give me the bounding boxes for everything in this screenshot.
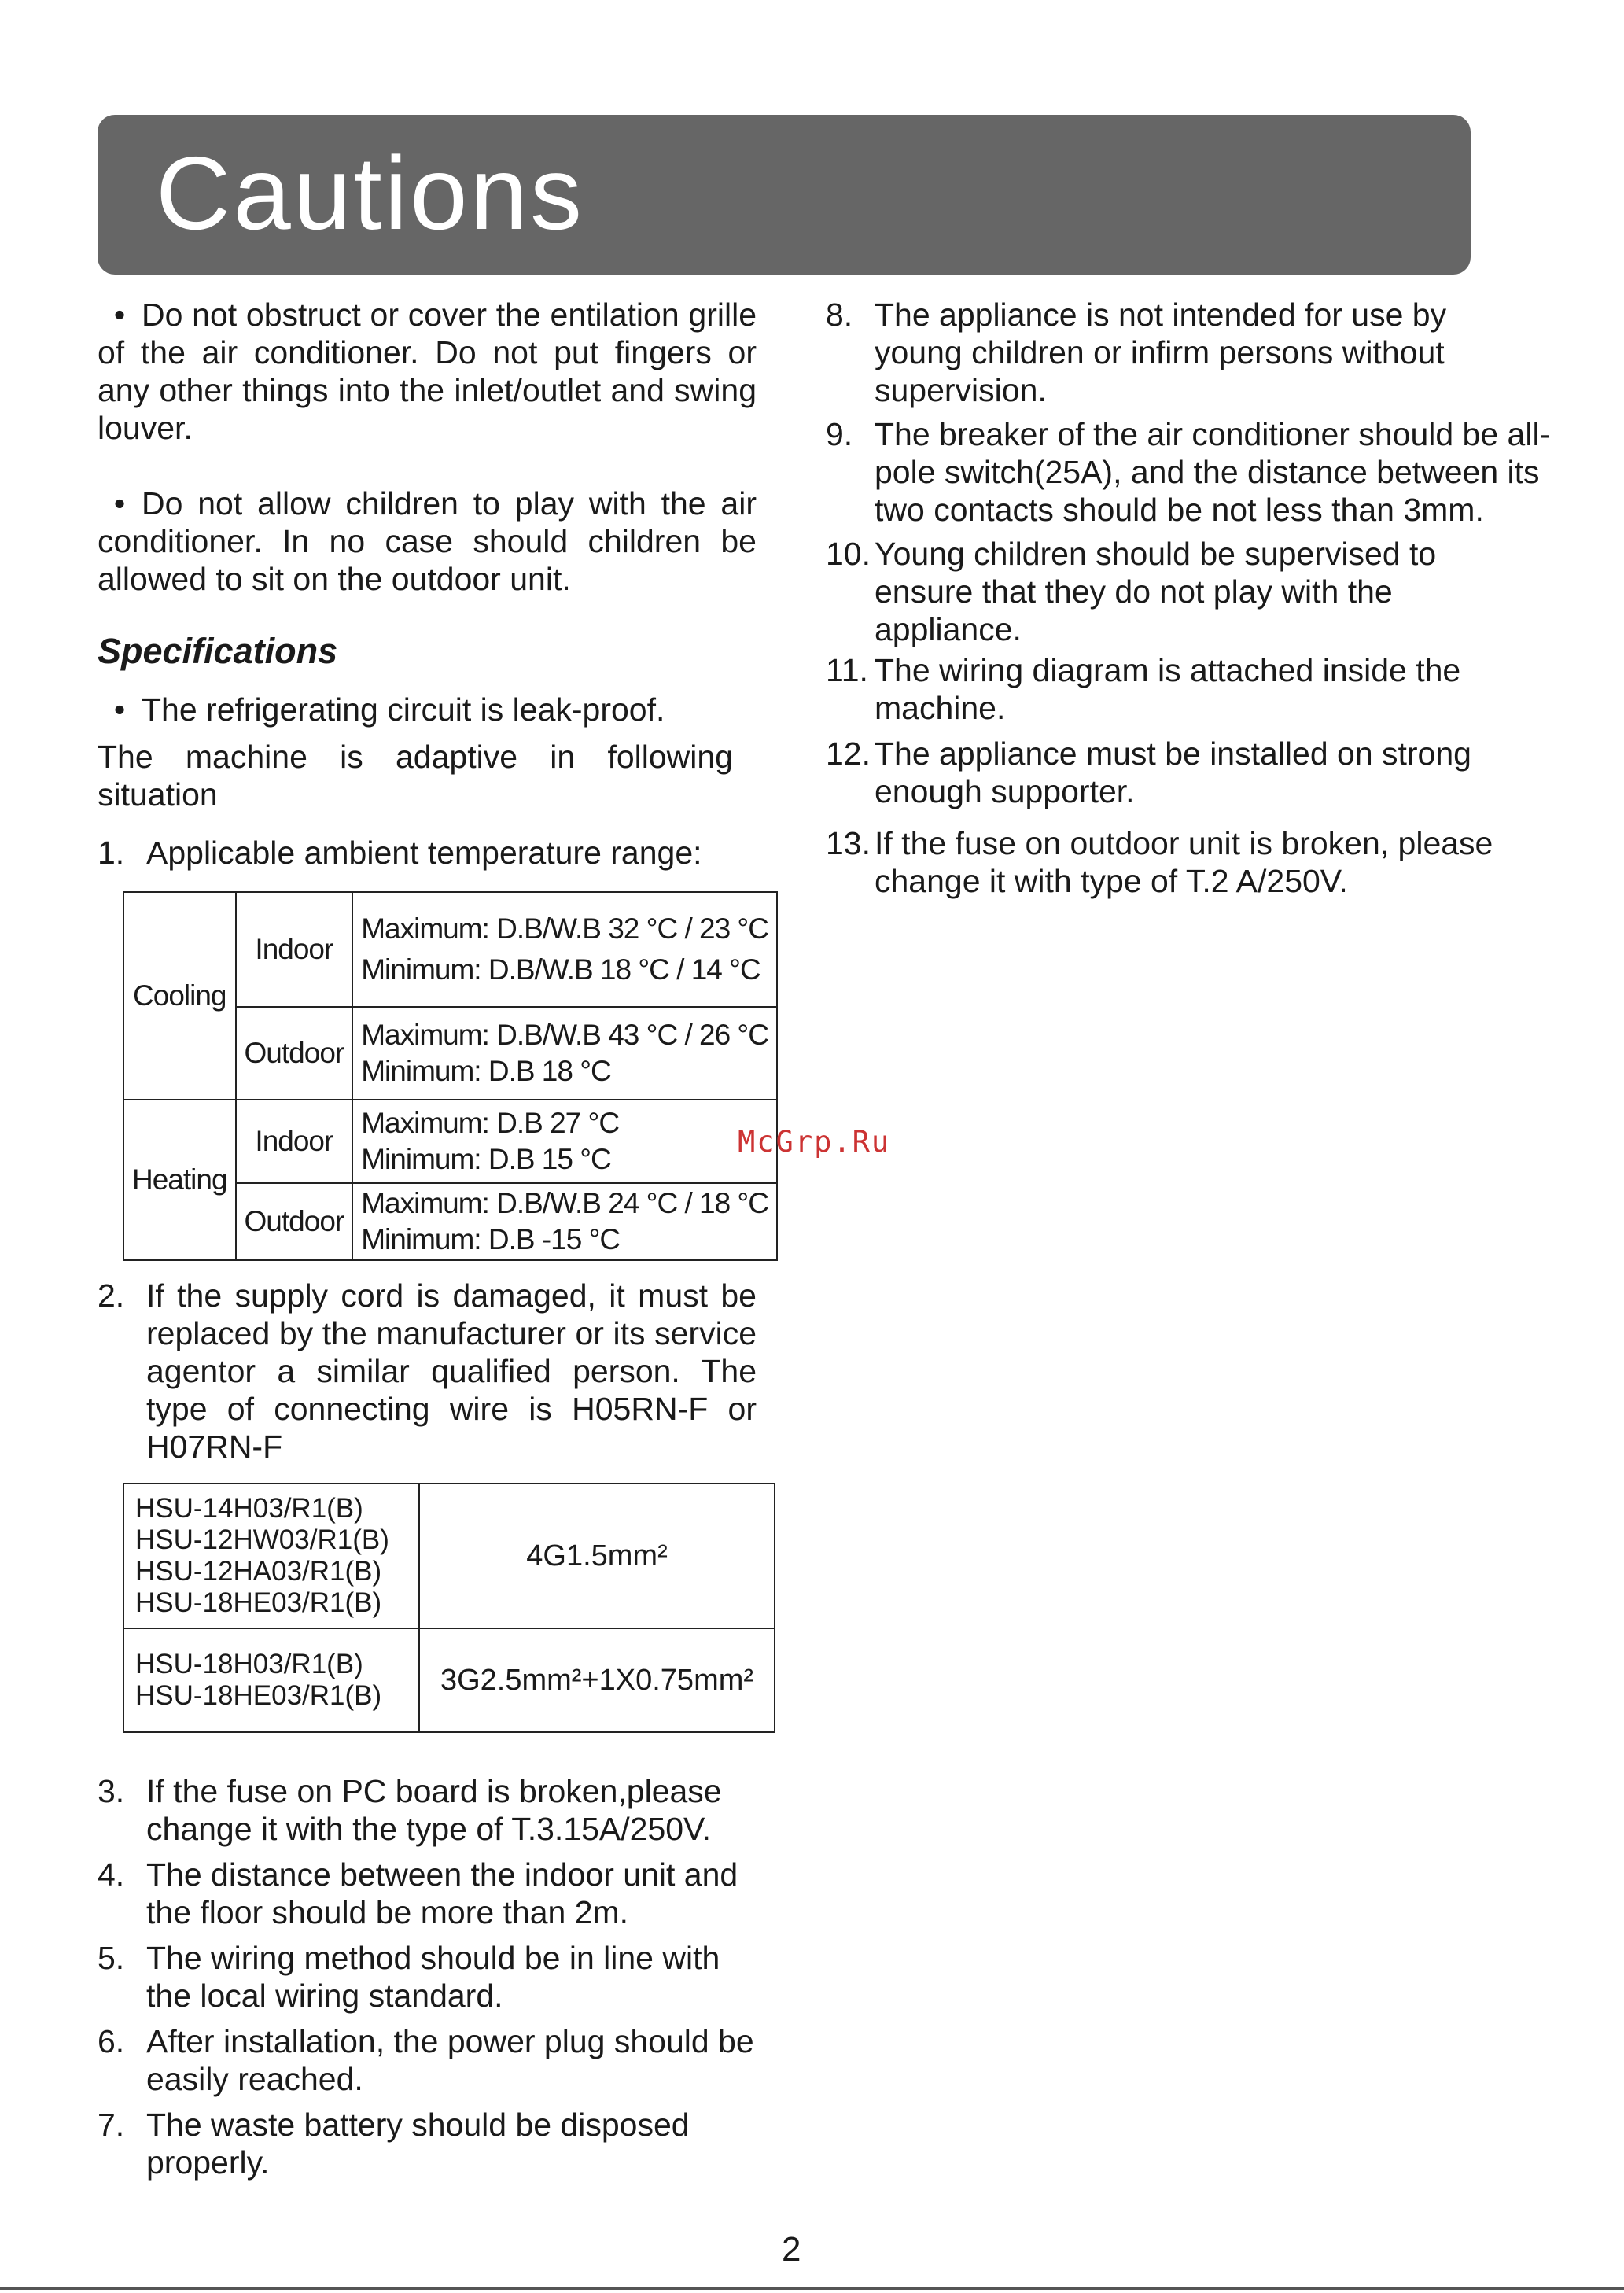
spec-intro: The machine is adaptive in following situation [98,739,733,813]
item-text: If the fuse on outdoor unit is broken, please change it with type of T.2 A/250V. [875,825,1493,899]
item-text: The wiring method should be in line with the local wiring standard. [146,1940,720,2014]
caution-item [826,415,1551,529]
item-number: 6. [98,2023,125,2059]
caution-item [98,1856,760,1931]
title-banner [98,115,1471,275]
max-condition: Maximum: D.B/W.B 32 °C / 23 °C [361,912,768,946]
item-number: 2. [98,1277,125,1314]
item-text: The appliance must be installed on strong enough supporter. [875,735,1471,809]
item-text: Young children should be supervised to ensure that they do not play with the appliance. [875,536,1437,647]
caution-item [826,535,1527,648]
item-text: The waste battery should be disposed properly. [146,2107,690,2181]
caution-item [826,735,1504,810]
wire-spec: 4G1.5mm² [419,1484,775,1628]
heating-label: Heating [123,1100,236,1260]
row-conditions [352,892,777,1007]
right-column [826,296,1551,900]
max-condition: Maximum: D.B 27 °C [361,1107,620,1139]
caution-item [98,2022,768,2098]
item-number: 9. [826,416,853,452]
item-number: 1. [98,835,125,871]
page-title: Cautions [156,135,584,251]
row-location: Indoor [236,1100,353,1183]
wire-table [123,1483,775,1733]
bottom-divider [0,2287,1624,2290]
item-text: Applicable ambient temperature range: [146,835,702,871]
cooling-label: Cooling [123,892,236,1100]
item-text: After installation, the power plug should be easily reached. [146,2023,754,2097]
item-text: The distance between the indoor unit and the floor should be more than 2m. [146,1856,738,1930]
item-text: If the supply cord is damaged, it must be replaced by the manufacturer or its service agentor a similar qualified person. The type of connecting wire is H05RN-F or H07RN-F [146,1277,757,1465]
item-text: The breaker of the air conditioner should be all-pole switch(25A), and the distance between its two contacts should be not less than 3mm. [875,416,1551,528]
wire-spec: 3G2.5mm²+1X0.75mm² [419,1628,775,1732]
spec-item-1 [98,834,757,872]
watermark: McGrp.Ru [738,1125,891,1159]
caution-item [826,296,1535,409]
item-number: 12. [826,735,871,772]
min-condition: Minimum: D.B/W.B 18 °C / 14 °C [361,953,760,986]
left-column [98,296,768,2189]
min-condition: Minimum: D.B 18 °C [361,1055,611,1088]
caution-item [826,651,1519,727]
max-condition: Maximum: D.B/W.B 24 °C / 18 °C [361,1187,768,1219]
row-location: Outdoor [236,1183,353,1260]
caution-item [98,1772,775,1848]
row-conditions [352,1183,777,1260]
model-name: HSU-12HW03/R1(B) [135,1524,389,1555]
model-name: HSU-12HA03/R1(B) [135,1556,382,1587]
caution-bullet-ventilation: • Do not obstruct or cover the entilation grille of the air conditioner. Do not put fingers or any other things into the inlet/outlet and swing louver. [98,296,757,447]
caution-item [98,1939,768,2015]
model-name: HSU-14H03/R1(B) [135,1493,363,1524]
model-name: HSU-18H03/R1(B) [135,1649,363,1679]
item-text: The wiring diagram is attached inside the machine. [875,652,1461,726]
item-number: 8. [826,297,853,333]
max-condition: Maximum: D.B/W.B 43 °C / 26 °C [361,1019,768,1052]
caution-item [98,2106,768,2181]
min-condition: Minimum: D.B -15 °C [361,1223,621,1255]
model-cell [123,1484,419,1628]
table-row [123,892,777,1007]
row-location: Outdoor [236,1007,353,1100]
item-number: 10. [826,536,871,572]
table-row [123,1628,775,1732]
page-number: 2 [782,2230,801,2269]
caution-item [826,824,1567,900]
item-number: 5. [98,1940,125,1976]
specifications-heading: Specifications [98,631,338,671]
table-row [123,1484,775,1628]
item-text: The appliance is not intended for use by young children or infirm persons without supervision. [875,297,1447,408]
temperature-table [123,891,778,1261]
model-name: HSU-18HE03/R1(B) [135,1587,382,1618]
row-conditions [352,1007,777,1100]
model-cell [123,1628,419,1732]
table-row [123,1100,777,1183]
model-name: HSU-18HE03/R1(B) [135,1680,382,1711]
spec-bullet-leak-proof: • The refrigerating circuit is leak-proof. [98,691,757,728]
caution-bullet-children: • Do not allow children to play with the air conditioner. In no case should children be allowed to sit on the outdoor unit. [98,485,757,598]
item-number: 13. [826,825,871,861]
item-number: 7. [98,2107,125,2143]
item-number: 11. [826,652,868,688]
item-number: 4. [98,1856,125,1893]
caution-item-2 [98,1277,757,1465]
row-location: Indoor [236,892,353,1007]
min-condition: Minimum: D.B 15 °C [361,1143,611,1175]
item-text: If the fuse on PC board is broken,please change it with the type of T.3.15A/250V. [146,1773,722,1847]
row-conditions [352,1100,777,1183]
caution-list-left [98,1772,757,2181]
item-number: 3. [98,1773,125,1809]
